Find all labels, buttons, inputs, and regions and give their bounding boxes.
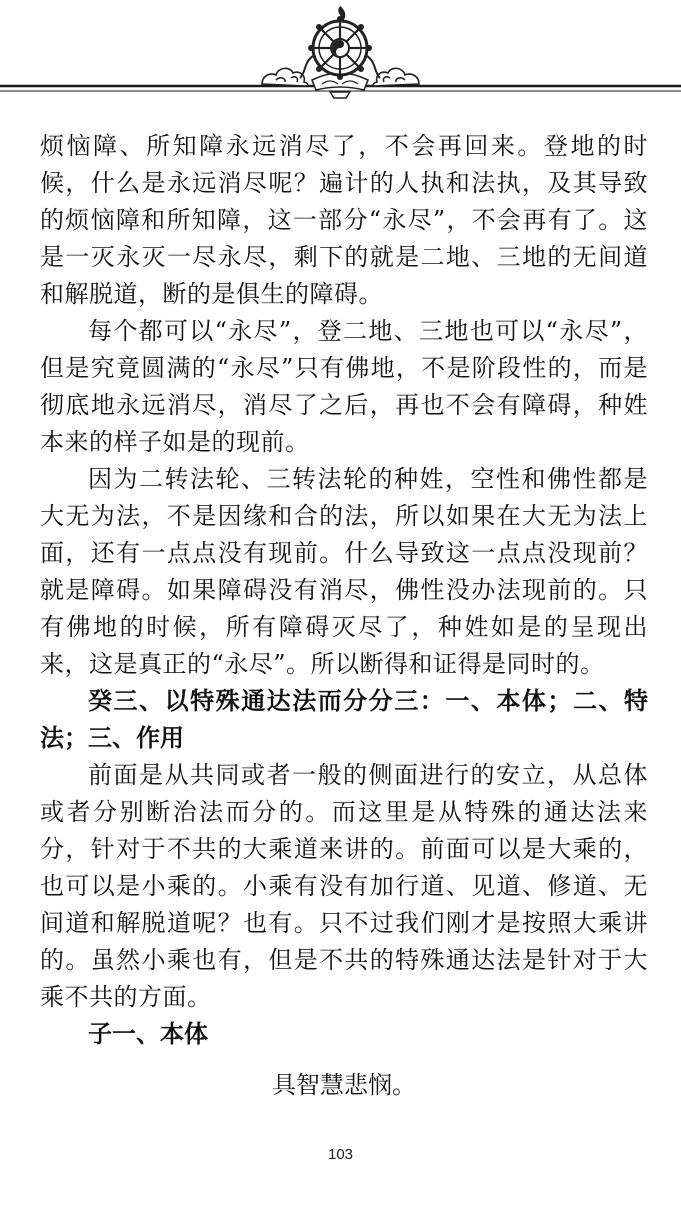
body-paragraph: 每个都可以“永尽”，登二地、三地也可以“永尽”，但是究竟圆满的“永尽”只有佛地，不是阶段性的，而是彻底地永远消尽，消尽了之后，再也不会有障碍，种姓本来的样子如是的现前。 (40, 317, 648, 456)
page-number: 103 (327, 1146, 354, 1163)
page-header (0, 0, 681, 110)
body-paragraph: 前面是从共同或者一般的侧面进行的安立，从总体或者分别断治法而分的。而这里是从特殊的通达法来分，针对于不共的大乘道来讲的。前面可以是大乘的，也可以是小乘的。小乘有没有加行道、见道、修道、无间道和解脱道呢？也有。只不过我们刚才是按照大乘讲的。虽然小乘也有，但是不共的特殊通达法是针对于大乘不共的方面。 (40, 761, 648, 1011)
body-paragraph: 因为二转法轮、三转法轮的种姓，空性和佛性都是大无为法，不是因缘和合的法，所以如果在大无为法上面，还有一点点没有现前。什么导致这一点点没现前？就是障碍。如果障碍没有消尽，佛性没办法现前的。只有佛地的时候，所有障碍灭尽了，种姓如是的呈现出来，这是真正的“永尽”。所以断得和证得是同时的。 (40, 465, 648, 678)
header-ornament (0, 0, 681, 110)
section-heading: 癸三、以特殊通达法而分分三：一、本体；二、特法；三、作用 (40, 687, 648, 752)
verse-line: 具智慧悲悯。 (272, 1071, 416, 1099)
subsection-heading: 子一、本体 (88, 1020, 208, 1048)
dharma-wheel-icon (300, 6, 380, 98)
page-body (40, 128, 648, 1105)
body-paragraph: 烦恼障、所知障永远消尽了，不会再回来。登地的时候，什么是永远消尽呢？遍计的人执和法执，及其导致的烦恼障和所知障，这一部分“永尽”，不会再有了。这是一灭永灭一尽永尽，剩下的就是二地、三地的无间道和解脱道，断的是俱生的障碍。 (40, 132, 648, 308)
